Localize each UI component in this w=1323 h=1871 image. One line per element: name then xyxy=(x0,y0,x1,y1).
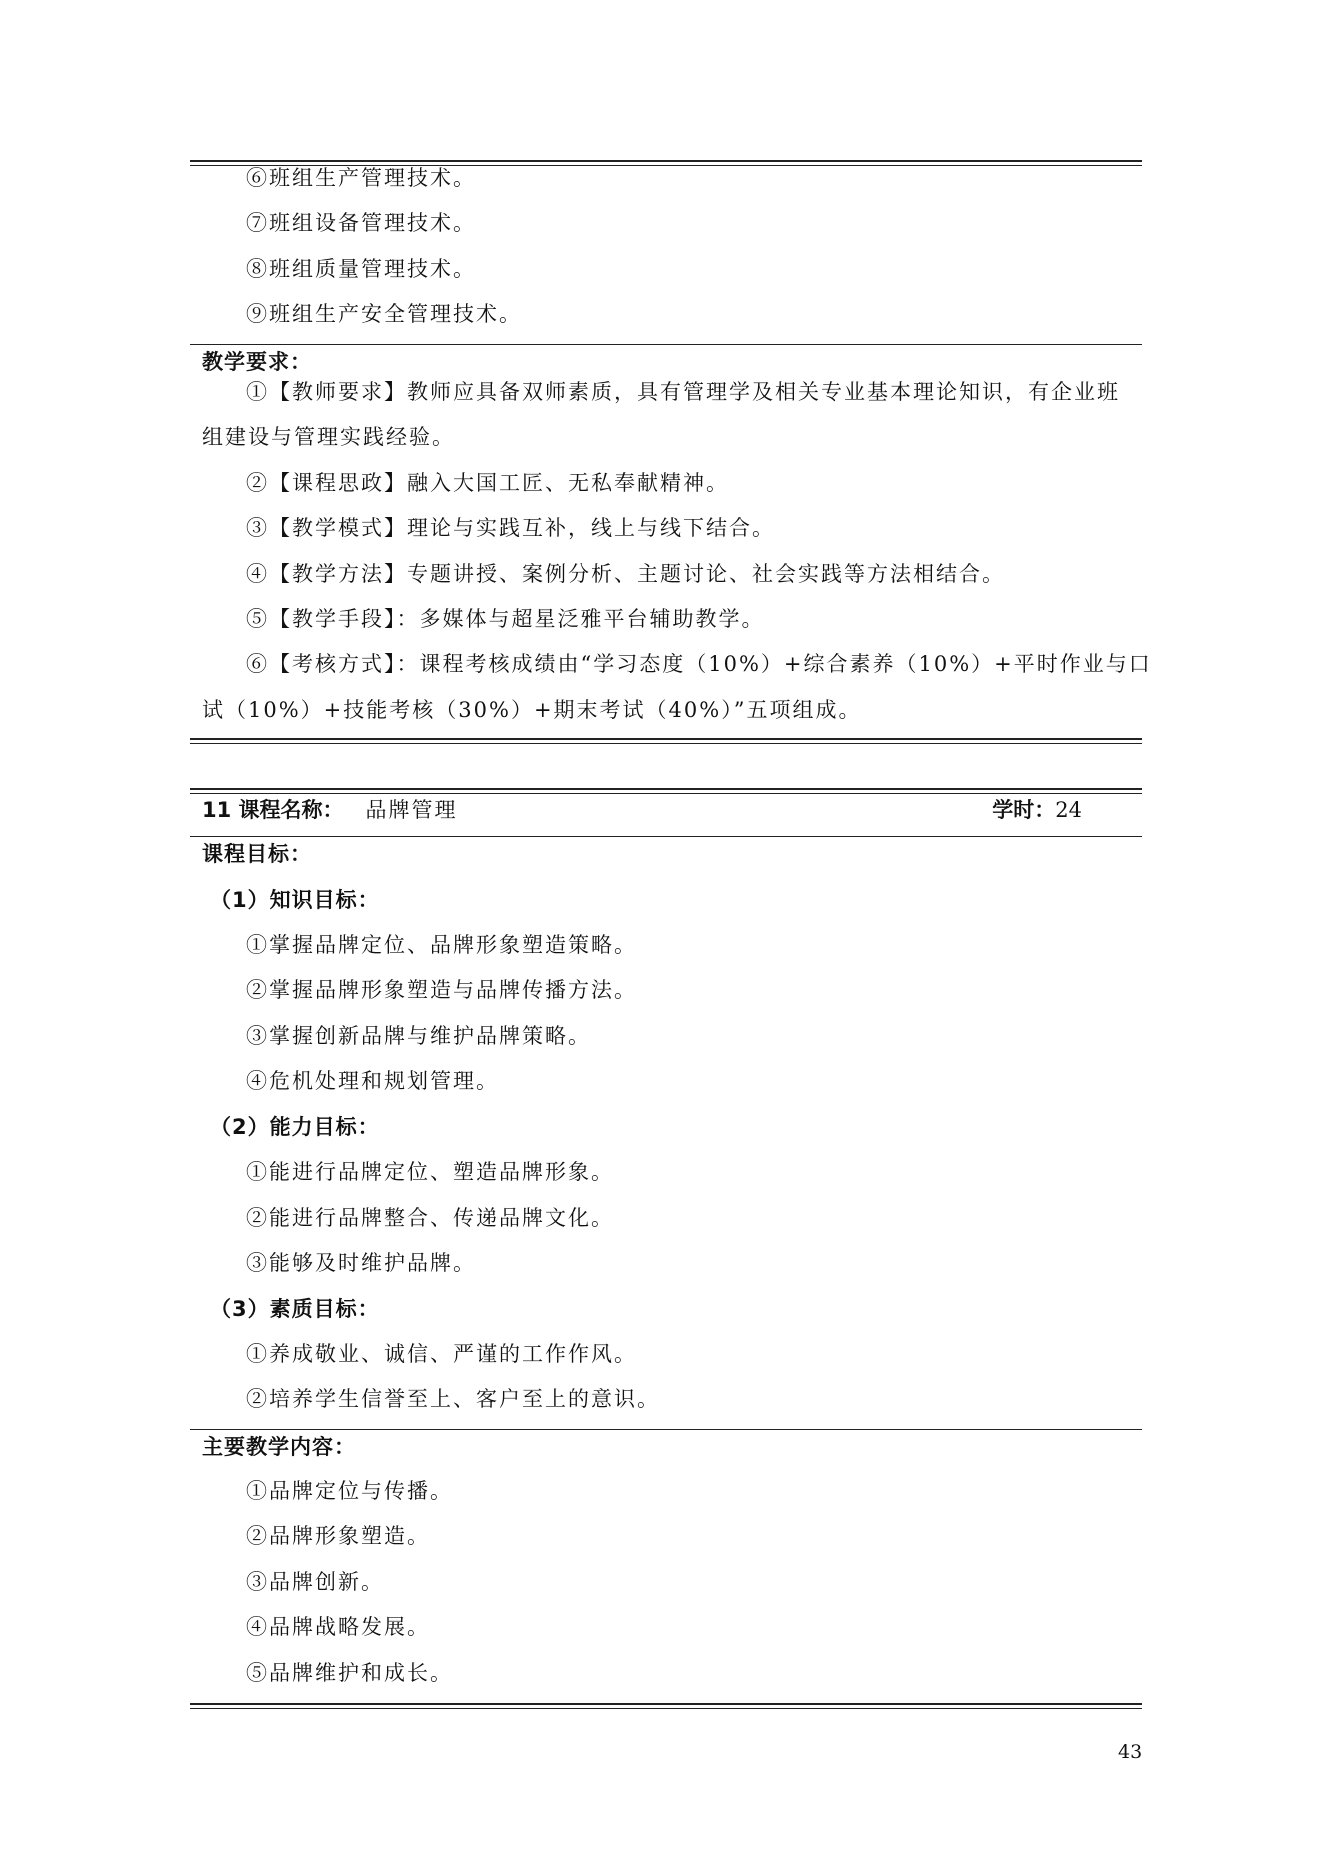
objective-item: ③掌握创新品牌与维护品牌策略。 xyxy=(246,1024,591,1048)
requirement-item-continuation: 试（10%）+技能考核（30%）+期末考试（40%）”五项组成。 xyxy=(202,698,862,722)
objective-item: ④危机处理和规划管理。 xyxy=(246,1069,499,1093)
section-divider xyxy=(190,344,1142,345)
hours-value: 24 xyxy=(1055,798,1082,822)
content-item: ⑦班组设备管理技术。 xyxy=(246,211,476,235)
course-hours xyxy=(992,796,1082,824)
page-number: 43 xyxy=(1118,1741,1143,1763)
requirement-item: ④【教学方法】专题讲授、案例分析、主题讨论、社会实践等方法相结合。 xyxy=(246,562,1005,586)
objectives-heading: 课程目标： xyxy=(202,842,312,866)
objective-item: ①养成敬业、诚信、严谨的工作作风。 xyxy=(246,1342,637,1366)
teaching-requirements-heading: 教学要求： xyxy=(202,350,312,374)
objective-item: ①掌握品牌定位、品牌形象塑造策略。 xyxy=(246,933,637,957)
objective-item: ①能进行品牌定位、塑造品牌形象。 xyxy=(246,1160,614,1184)
content-item: ③品牌创新。 xyxy=(246,1570,384,1594)
hours-label: 学时： xyxy=(992,798,1056,822)
requirement-item: ⑥【考核方式】：课程考核成绩由“学习态度（10%）+综合素养（10%）+平时作业与口 xyxy=(246,652,1152,676)
objective-item: ③能够及时维护品牌。 xyxy=(246,1251,476,1275)
requirement-item: ⑤【教学手段】：多媒体与超星泛雅平台辅助教学。 xyxy=(246,607,765,631)
requirement-item-continuation: 组建设与管理实践经验。 xyxy=(202,425,455,449)
content-item: ⑨班组生产安全管理技术。 xyxy=(246,302,522,326)
content-item: ①品牌定位与传播。 xyxy=(246,1479,453,1503)
course-name-label: 11 课程名称： xyxy=(202,798,344,822)
main-content-heading: 主要教学内容： xyxy=(202,1435,356,1459)
objective-item: ②掌握品牌形象塑造与品牌传播方法。 xyxy=(246,978,637,1002)
section-divider xyxy=(190,836,1142,837)
requirement-item: ②【课程思政】融入大国工匠、无私奉献精神。 xyxy=(246,471,729,495)
table-bottom-rule xyxy=(190,738,1142,744)
requirement-item: ③【教学模式】理论与实践互补，线上与线下结合。 xyxy=(246,516,775,540)
requirement-item: ①【教师要求】教师应具备双师素质，具有管理学及相关专业基本理论知识，有企业班 xyxy=(246,380,1120,404)
content-item: ⑥班组生产管理技术。 xyxy=(246,166,476,190)
objective-item: ②培养学生信誉至上、客户至上的意识。 xyxy=(246,1387,660,1411)
course-name: 品牌管理 xyxy=(365,798,458,822)
content-item: ⑤品牌维护和成长。 xyxy=(246,1661,453,1685)
content-item: ④品牌战略发展。 xyxy=(246,1615,430,1639)
table-top-rule xyxy=(190,788,1142,794)
content-item: ⑧班组质量管理技术。 xyxy=(246,257,476,281)
table-bottom-rule xyxy=(190,1703,1142,1709)
section-divider xyxy=(190,1429,1142,1430)
knowledge-objectives-heading: （1）知识目标： xyxy=(210,888,380,912)
quality-objectives-heading: （3）素质目标： xyxy=(210,1297,380,1321)
course-title-row xyxy=(202,796,1082,826)
ability-objectives-heading: （2）能力目标： xyxy=(210,1115,380,1139)
content-item: ②品牌形象塑造。 xyxy=(246,1524,430,1548)
objective-item: ②能进行品牌整合、传递品牌文化。 xyxy=(246,1206,614,1230)
